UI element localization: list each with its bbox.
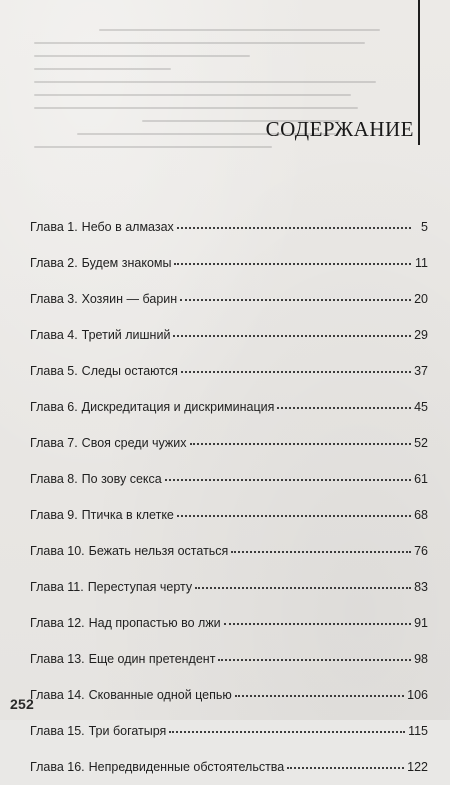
table-of-contents [30, 209, 428, 785]
toc-entry[interactable] [30, 605, 428, 641]
toc-entry[interactable] [30, 713, 428, 749]
toc-entry[interactable] [30, 677, 428, 713]
chapter-title: Своя среди чужих [81, 436, 187, 450]
chapter-page-number: 52 [414, 436, 428, 450]
dot-leader [277, 406, 411, 409]
chapter-title: Бежать нельзя остаться [88, 544, 229, 558]
chapter-number: Глава 6. [30, 400, 78, 414]
dot-leader [173, 334, 411, 337]
toc-entry[interactable] [30, 749, 428, 785]
dot-leader [165, 478, 411, 481]
dot-leader [287, 766, 404, 769]
chapter-number: Глава 16. [30, 760, 85, 774]
chapter-number: Глава 7. [30, 436, 78, 450]
dot-leader [169, 730, 405, 733]
chapter-page-number: 115 [408, 724, 428, 738]
toc-entry[interactable] [30, 641, 428, 677]
chapter-page-number: 98 [414, 652, 428, 666]
chapter-title: Дискредитация и дискриминация [81, 400, 275, 414]
chapter-page-number: 37 [414, 364, 428, 378]
chapter-title: Птичка в клетке [81, 508, 174, 522]
dot-leader [181, 370, 411, 373]
toc-entry[interactable] [30, 209, 428, 245]
chapter-title: Непредвиденные обстоятельства [88, 760, 285, 774]
chapter-number: Глава 12. [30, 616, 85, 630]
toc-entry[interactable] [30, 497, 428, 533]
dot-leader [235, 694, 404, 697]
toc-entry[interactable] [30, 569, 428, 605]
dot-leader [177, 226, 411, 229]
dot-leader [180, 298, 411, 301]
chapter-page-number: 11 [415, 256, 428, 270]
toc-entry[interactable] [30, 533, 428, 569]
chapter-number: Глава 10. [30, 544, 85, 558]
chapter-number: Глава 14. [30, 688, 85, 702]
toc-entry[interactable] [30, 425, 428, 461]
chapter-number: Глава 11. [30, 580, 84, 594]
chapter-number: Глава 3. [30, 292, 78, 306]
chapter-page-number: 61 [414, 472, 428, 486]
chapter-page-number: 76 [414, 544, 428, 558]
dot-leader [177, 514, 411, 517]
chapter-title: Три богатыря [88, 724, 167, 738]
chapter-number: Глава 8. [30, 472, 78, 486]
dot-leader [174, 262, 411, 265]
chapter-title: Следы остаются [81, 364, 178, 378]
margin-rule [418, 0, 420, 145]
chapter-title: По зову секса [81, 472, 162, 486]
chapter-page-number: 83 [414, 580, 428, 594]
chapter-number: Глава 2. [30, 256, 78, 270]
chapter-title: Еще один претендент [88, 652, 216, 666]
dot-leader [195, 586, 411, 589]
toc-entry[interactable] [30, 317, 428, 353]
chapter-page-number: 91 [414, 616, 428, 630]
chapter-page-number: 29 [414, 328, 428, 342]
chapter-number: Глава 1. [30, 220, 78, 234]
chapter-number: Глава 13. [30, 652, 85, 666]
chapter-title: Третий лишний [81, 328, 171, 342]
dot-leader [218, 658, 411, 661]
page-number: 252 [10, 696, 34, 712]
toc-entry[interactable] [30, 245, 428, 281]
chapter-title: Скованные одной цепью [88, 688, 232, 702]
chapter-page-number: 122 [407, 760, 428, 774]
chapter-number: Глава 15. [30, 724, 85, 738]
chapter-page-number: 20 [414, 292, 428, 306]
chapter-title: Небо в алмазах [81, 220, 174, 234]
chapter-title: Над пропастью во лжи [88, 616, 221, 630]
page-title: СОДЕРЖАНИЕ [265, 117, 414, 141]
chapter-number: Глава 9. [30, 508, 78, 522]
chapter-page-number: 106 [407, 688, 428, 702]
toc-entry[interactable] [30, 461, 428, 497]
toc-entry[interactable] [30, 281, 428, 317]
chapter-title: Хозяин — барин [81, 292, 178, 306]
chapter-page-number: 5 [421, 220, 428, 234]
dot-leader [224, 622, 411, 625]
chapter-number: Глава 4. [30, 328, 78, 342]
dot-leader [190, 442, 411, 445]
chapter-page-number: 45 [414, 400, 428, 414]
chapter-page-number: 68 [414, 508, 428, 522]
chapter-number: Глава 5. [30, 364, 78, 378]
chapter-title: Переступая черту [87, 580, 193, 594]
dot-leader [231, 550, 411, 553]
toc-entry[interactable] [30, 389, 428, 425]
chapter-title: Будем знакомы [81, 256, 172, 270]
toc-entry[interactable] [30, 353, 428, 389]
